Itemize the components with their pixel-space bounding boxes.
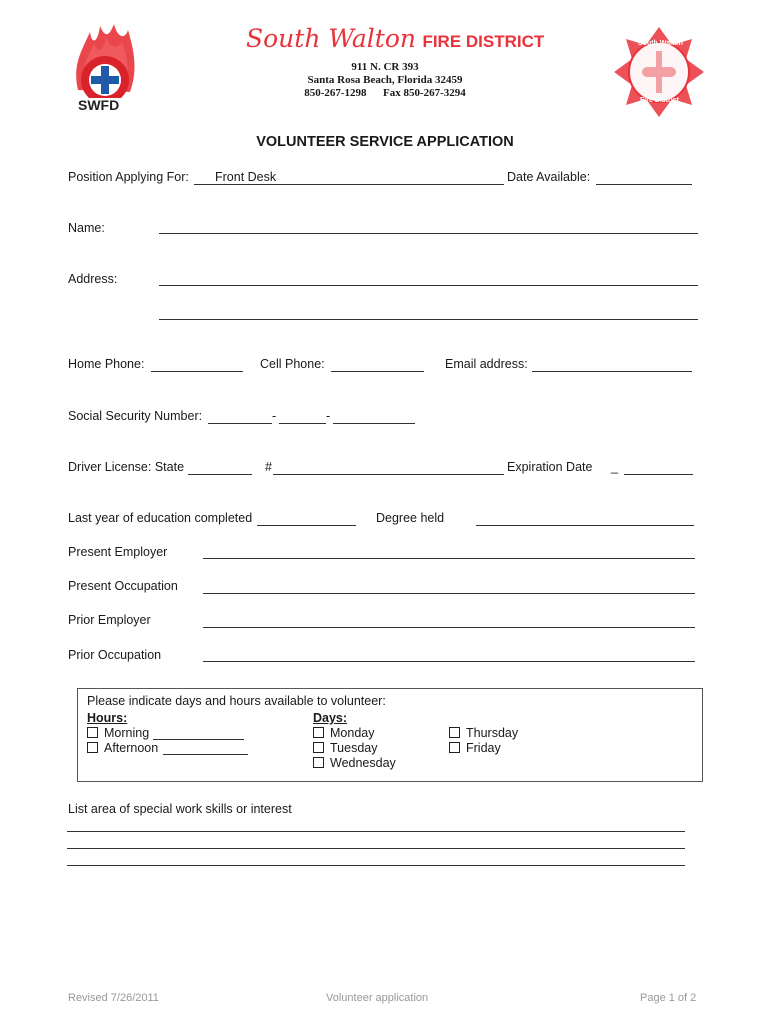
footer-revised: Revised 7/26/2011 (68, 992, 159, 1004)
education-label: Last year of education completed (68, 511, 253, 525)
hours-morning-option[interactable] (87, 726, 149, 740)
name-label: Name: (68, 221, 105, 235)
driver-license-number-field[interactable] (273, 474, 504, 475)
expiration-label: Expiration Date (507, 460, 593, 474)
checkbox-wednesday[interactable] (313, 757, 324, 768)
address-line1: 911 N. CR 393 (351, 61, 419, 73)
address-field-line1[interactable] (159, 285, 698, 286)
footer-page: Page 1 of 2 (640, 992, 697, 1004)
phone-fax-line: 850-267-1298 Fax 850-267-3294 (304, 87, 466, 99)
day-tuesday-option[interactable] (313, 741, 377, 755)
degree-label: Degree held (376, 511, 445, 525)
prior-employer-field[interactable] (203, 627, 695, 628)
day-thursday-option[interactable] (449, 726, 518, 740)
checkbox-tuesday[interactable] (313, 742, 324, 753)
cell-phone-field[interactable] (331, 371, 424, 372)
form-title: VOLUNTEER SERVICE APPLICATION (256, 134, 514, 150)
driver-license-label: Driver License: State (68, 460, 185, 474)
degree-field[interactable] (476, 525, 694, 526)
skills-label: List area of special work skills or interest (68, 802, 292, 816)
checkbox-thursday[interactable] (449, 727, 460, 738)
days-heading: Days: (313, 711, 348, 725)
home-phone-field[interactable] (151, 371, 243, 372)
education-field[interactable] (257, 525, 356, 526)
ssn-dash-2: - (326, 409, 331, 423)
afternoon-hours-field[interactable] (163, 754, 248, 755)
prior-occupation-label: Prior Occupation (68, 648, 162, 662)
home-phone-label: Home Phone: (68, 357, 145, 371)
license-number-hash: # (265, 460, 272, 474)
tuesday-label: Tuesday (330, 741, 378, 755)
expiration-field[interactable] (624, 474, 693, 475)
email-field[interactable] (532, 371, 692, 372)
present-occupation-label: Present Occupation (68, 579, 178, 593)
thursday-label: Thursday (466, 726, 519, 740)
logo-left-text: SWFD (78, 97, 120, 113)
day-monday-option[interactable] (313, 726, 374, 740)
email-label: Email address: (445, 357, 528, 371)
day-wednesday-option[interactable] (313, 756, 396, 770)
day-friday-option[interactable] (449, 741, 501, 755)
position-label: Position Applying For: (68, 170, 189, 184)
name-field[interactable] (159, 233, 698, 234)
checkbox-monday[interactable] (313, 727, 324, 738)
ssn-field-part1[interactable] (208, 423, 272, 424)
footer-center: Volunteer application (326, 992, 429, 1004)
skills-field-line3[interactable] (67, 865, 685, 866)
district-caps: FIRE DISTRICT (422, 32, 545, 51)
driver-license-state-field[interactable] (188, 474, 252, 475)
present-occupation-field[interactable] (203, 593, 695, 594)
ssn-field-part2[interactable] (279, 423, 326, 424)
ssn-label: Social Security Number: (68, 409, 203, 423)
position-value: Front Desk (215, 170, 277, 184)
address-line2: Santa Rosa Beach, Florida 32459 (307, 74, 463, 86)
ssn-field-part3[interactable] (333, 423, 415, 424)
address-field-line2[interactable] (159, 319, 698, 320)
hours-heading: Hours: (87, 711, 128, 725)
district-script: South Walton (246, 24, 416, 53)
monday-label: Monday (330, 726, 375, 740)
prior-employer-label: Prior Employer (68, 613, 151, 627)
checkbox-friday[interactable] (449, 742, 460, 753)
present-employer-label: Present Employer (68, 545, 168, 559)
date-available-field[interactable] (596, 184, 692, 185)
morning-label: Morning (104, 726, 150, 740)
prior-occupation-field[interactable] (203, 661, 695, 662)
friday-label: Friday (466, 741, 501, 755)
cell-phone-label: Cell Phone: (260, 357, 325, 371)
checkbox-afternoon[interactable] (87, 742, 98, 753)
ssn-dash-1: - (272, 409, 277, 423)
address-label: Address: (68, 272, 118, 286)
afternoon-label: Afternoon (104, 741, 159, 755)
checkbox-morning[interactable] (87, 727, 98, 738)
position-field[interactable] (194, 184, 504, 185)
district-name (246, 24, 544, 53)
hours-afternoon-option[interactable] (87, 741, 158, 755)
badge-bottom-text: Fire District (640, 97, 679, 104)
skills-field-line1[interactable] (67, 831, 685, 832)
availability-intro: Please indicate days and hours available to volunteer: (87, 694, 386, 708)
date-available-label: Date Available: (507, 170, 591, 184)
skills-field-line2[interactable] (67, 848, 685, 849)
badge-top-text: South Walton (638, 40, 683, 47)
expiration-mark: _ (611, 460, 618, 474)
wednesday-label: Wednesday (330, 756, 396, 770)
morning-hours-field[interactable] (153, 739, 244, 740)
present-employer-field[interactable] (203, 558, 695, 559)
